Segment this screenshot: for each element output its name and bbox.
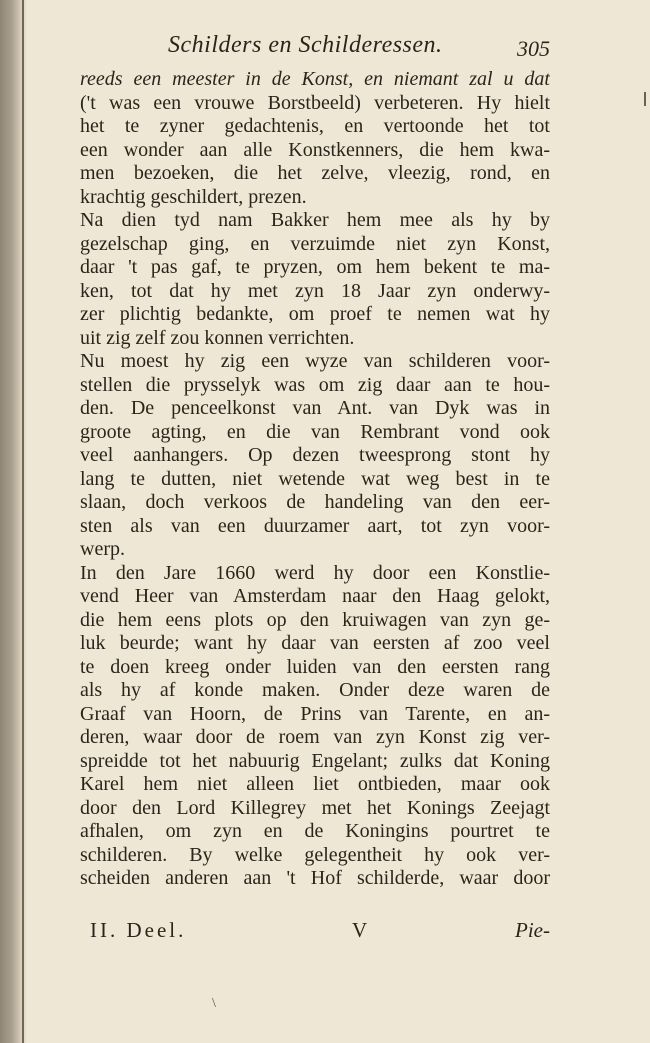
text-line: uit zig zelf zou konnen verrichten.	[80, 326, 355, 349]
text-line: stellen die prysselyk was om zig daar aan te hou-	[80, 373, 550, 396]
text-line: den. De penceelkonst van Ant. van Dyk was in	[80, 397, 550, 419]
text-line: daar 't pas gaf, te pryzen, om hem bekent te ma-	[80, 256, 550, 278]
text-line: te doen kreeg onder luiden van den eersten rang	[80, 655, 550, 678]
body-text	[80, 68, 550, 891]
text-line: Nu moest hy zig een wyze van schilderen voor-	[80, 350, 550, 372]
text-line: het te zyner gedachtenis, en vertoonde het tot	[80, 115, 550, 137]
text-line: lang te dutten, niet wetende wat weg best in te	[80, 467, 550, 490]
catchword: Pie-	[515, 918, 550, 942]
text-line: slaan, doch verkoos de handeling van den eer-	[80, 491, 550, 513]
text-line: spreidde tot het nabuurig Engelant; zulks dat Koning	[80, 749, 550, 772]
ink-speck: \	[212, 996, 216, 1011]
text-line: Graaf van Hoorn, de Prins van Tarente, en an-	[80, 702, 550, 725]
text-line: gezelschap ging, en verzuimde niet zyn Konst,	[80, 232, 550, 255]
text-line: die hem eens plots op den kruiwagen van zyn ge-	[80, 608, 550, 631]
text-line: sten als van een duurzamer aart, tot zyn voor-	[80, 514, 550, 537]
text-line: afhalen, om zyn en de Koningins pourtret te	[80, 820, 550, 842]
text-line: luk beurde; want hy daar van eersten af zoo veel	[80, 632, 550, 654]
text-line: door den Lord Killegrey met het Konings Zeejagt	[80, 796, 550, 819]
signature-mark: II. Deel.	[90, 918, 187, 942]
text-line: veel aanhangers. Op dezen tweesprong stont hy	[80, 444, 550, 466]
running-title: Schilders en Schilderessen.	[168, 32, 443, 58]
quire-mark: V	[352, 918, 368, 942]
text-line: ('t was een vrouwe Borstbeeld) verbeteren. Hy hielt	[80, 91, 550, 114]
text-line: Karel hem niet alleen liet ontbieden, maar ook	[80, 773, 550, 795]
text-line: werp.	[80, 538, 125, 560]
text-line: schilderen. By welke gelegentheit hy ook ver-	[80, 843, 550, 866]
text-line: krachtig geschildert, prezen.	[80, 185, 307, 208]
text-line: vend Heer van Amsterdam naar den Haag gelokt,	[80, 585, 550, 607]
text-line: Na dien tyd nam Bakker hem mee als hy by	[80, 209, 550, 231]
page-footer	[90, 918, 550, 948]
page-number: 305	[517, 36, 550, 61]
gutter-edge-line	[22, 0, 24, 1043]
text-line: deren, waar door de roem van zyn Konst zig ver-	[80, 726, 550, 748]
page-header	[80, 30, 550, 64]
text-line: scheiden anderen aan 't Hof schilderde, waar door	[80, 867, 550, 889]
text-line: men bezoeken, die het zelve, vleezig, rond, en	[80, 162, 550, 184]
text-line: In den Jare 1660 werd hy door een Konstlie-	[80, 561, 550, 584]
text-line: groote agting, en die van Rembrant vond ook	[80, 420, 550, 443]
text-line: reeds een meester in de Konst, en niemant zal u dat	[80, 68, 550, 90]
text-line: zer plichtig bedankte, om proef te nemen wat hy	[80, 303, 550, 325]
text-line: als hy af konde maken. Onder deze waren de	[80, 679, 550, 701]
text-line: ken, tot dat hy met zyn 18 Jaar zyn onderwy-	[80, 279, 550, 302]
text-line: een wonder aan alle Konstkenners, die hem kwa-	[80, 138, 550, 161]
margin-mark	[644, 92, 646, 106]
